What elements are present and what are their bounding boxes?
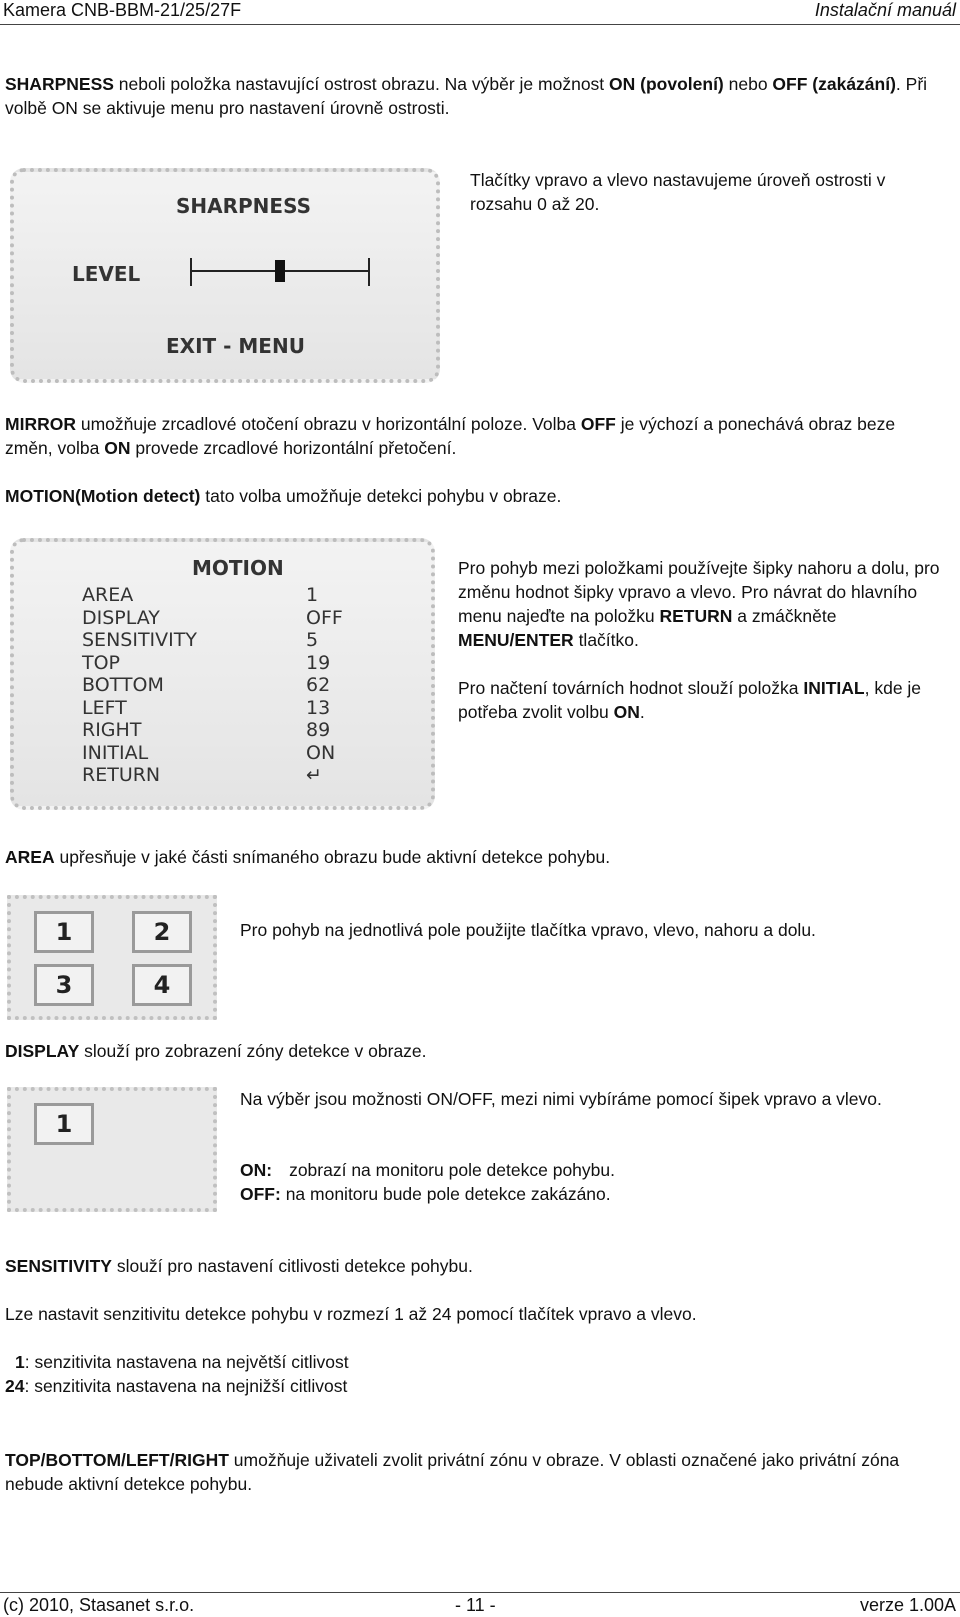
area-grid-diagram	[7, 895, 217, 1020]
slider-right-stop	[368, 258, 370, 286]
display-options-note: Na výběr jsou možnosti ON/OFF, mezi nimi vybíráme pomocí šipek vpravo a vlevo.	[240, 1089, 882, 1109]
term-off: OFF (zakázání)	[772, 74, 896, 94]
motion-menu-item-label: RIGHT	[82, 719, 142, 741]
text: umožňuje uživateli zvolit privátní zónu v obraze. V oblasti označené jako privátní zóna nebude aktivní detekce pohybu.	[5, 1450, 900, 1494]
text: a zmáčkněte	[732, 606, 837, 626]
area-cell-1: 1	[34, 911, 94, 953]
motion-menu-item-label: RETURN	[82, 764, 161, 786]
osd-level-label: LEVEL	[72, 262, 141, 286]
term-on: ON (povolení)	[609, 74, 724, 94]
text: : senzitivita nastavena na nejnižší citlivost	[24, 1376, 348, 1396]
motion-menu-item-label: INITIAL	[82, 741, 149, 764]
area-cell-3: 3	[34, 964, 94, 1006]
term-mirror: MIRROR	[5, 414, 76, 434]
term-top-bottom-left-right: TOP/BOTTOM/LEFT/RIGHT	[5, 1450, 229, 1470]
term-display: DISPLAY	[5, 1041, 80, 1061]
slider-thumb	[275, 260, 285, 282]
sensitivity-max-line	[5, 1350, 935, 1374]
text: . Při volbě ON se aktivuje menu pro nastavení úrovně ostrosti.	[5, 74, 928, 118]
text: tato volba umožňuje detekci pohybu v obraze.	[200, 486, 562, 506]
motion-menu-item-value: 62	[306, 674, 331, 696]
footer-page-number: - 11 -	[455, 1595, 496, 1615]
value-1: 1	[15, 1352, 25, 1372]
text: provede zrcadlové horizontální přetočení.	[130, 438, 457, 458]
motion-menu-item-value: ↵	[306, 764, 322, 786]
term-return: RETURN	[659, 606, 733, 626]
privacy-zone-paragraph	[5, 1448, 945, 1496]
sensitivity-range-line: Lze nastavit senzitivitu detekce pohybu v rozmezí 1 až 24 pomocí tlačítek vpravo a vlevo.	[5, 1304, 697, 1324]
term-initial: INITIAL	[803, 678, 865, 698]
display-zone-cell: 1	[34, 1103, 94, 1145]
text: tlačítko.	[573, 630, 639, 650]
header-document-title: Kamera CNB-BBM-21/25/27F	[3, 0, 242, 20]
motion-menu-item-label: BOTTOM	[82, 674, 164, 696]
display-paragraph	[5, 1039, 935, 1063]
text: zobrazí na monitoru pole detekce pohybu.	[289, 1160, 615, 1180]
motion-menu-item-label: TOP	[82, 651, 121, 674]
term-on: ON	[104, 438, 131, 458]
term-off: OFF	[580, 414, 616, 434]
motion-menu-item-label: SENSITIVITY	[82, 629, 197, 651]
term-on: ON	[613, 702, 640, 722]
text: , kde je potřeba zvolit volbu	[458, 678, 922, 722]
value-24: 24	[5, 1376, 25, 1396]
area-note: Pro pohyb na jednotlivá pole použijte tlačítka vpravo, vlevo, nahoru a dolu.	[240, 920, 816, 940]
term-menu-enter: MENU/ENTER	[458, 630, 574, 650]
motion-menu-item-label: DISPLAY	[82, 606, 160, 629]
motion-menu-item-value: ON	[306, 741, 336, 764]
display-on-line	[240, 1158, 955, 1182]
motion-initial-note	[458, 676, 953, 724]
footer-divider	[0, 1592, 960, 1593]
text: : senzitivita nastavena na největší citlivost	[24, 1352, 349, 1372]
footer-copyright: (c) 2010, Stasanet s.r.o.	[3, 1595, 195, 1615]
motion-osd-screen	[10, 538, 435, 810]
text: upřesňuje v jaké části snímaného obrazu bude aktivní detekce pohybu.	[54, 847, 611, 867]
display-off-line	[240, 1182, 955, 1206]
motion-menu-item-value: 13	[306, 696, 331, 719]
osd-title: SHARPNESS	[176, 194, 311, 218]
text: Pro načtení továrních hodnot slouží položka	[458, 678, 804, 698]
text: umožňuje zrcadlové otočení obrazu v horizontální poloze. Volba	[75, 414, 581, 434]
term-motion: MOTION(Motion detect)	[5, 486, 201, 506]
term-off: OFF:	[240, 1184, 281, 1204]
level-slider	[190, 270, 370, 271]
text: slouží pro nastavení citlivosti detekce pohybu.	[111, 1256, 473, 1276]
text: neboli položka nastavující ostrost obrazu. Na výběr je možnost	[113, 74, 610, 94]
header-manual-label: Instalační manuál	[814, 0, 956, 20]
motion-navigation-note	[458, 556, 953, 652]
osd-title: MOTION	[192, 556, 284, 580]
term-sharpness: SHARPNESS	[5, 74, 114, 94]
motion-menu-item-label: AREA	[82, 584, 134, 606]
motion-menu-item-value: OFF	[306, 606, 343, 629]
text: je výchozí a ponechává obraz beze změn, volba	[5, 414, 896, 458]
slider-left-stop	[190, 258, 192, 286]
area-cell-4: 4	[132, 964, 192, 1006]
text: nebo	[723, 74, 773, 94]
text: .	[639, 702, 645, 722]
osd-exit-label: EXIT - MENU	[166, 334, 305, 358]
footer-version: verze 1.00A	[859, 1595, 956, 1615]
motion-menu-item-value: 5	[306, 629, 319, 651]
term-sensitivity: SENSITIVITY	[5, 1256, 112, 1276]
term-area: AREA	[5, 847, 55, 867]
text: slouží pro zobrazení zóny detekce v obraze.	[79, 1041, 427, 1061]
motion-menu-item-value: 1	[306, 584, 319, 606]
motion-paragraph	[5, 484, 935, 508]
area-cell-2: 2	[132, 911, 192, 953]
sharpness-paragraph	[5, 72, 935, 120]
term-on: ON:	[240, 1160, 273, 1180]
sensitivity-min-line	[5, 1374, 935, 1398]
page-header	[0, 0, 960, 24]
motion-menu-item-value: 19	[306, 651, 331, 674]
text: Pro pohyb mezi položkami používejte šipky nahoru a dolu, pro změnu hodnot šipky vpravo a vlevo. Pro návrat do hlavního menu najeďte na položku	[458, 558, 940, 626]
display-zone-diagram	[7, 1087, 217, 1212]
sensitivity-paragraph	[5, 1254, 935, 1278]
motion-menu-item-label: LEFT	[82, 696, 127, 719]
text: na monitoru bude pole detekce zakázáno.	[280, 1184, 611, 1204]
header-divider	[0, 24, 960, 25]
sharpness-osd-screen	[10, 168, 440, 383]
mirror-paragraph	[5, 412, 935, 460]
sharpness-level-note: Tlačítky vpravo a vlevo nastavujeme úroveň ostrosti v rozsahu 0 až 20.	[470, 170, 886, 214]
area-paragraph	[5, 845, 935, 869]
motion-menu-item-value: 89	[306, 719, 331, 741]
